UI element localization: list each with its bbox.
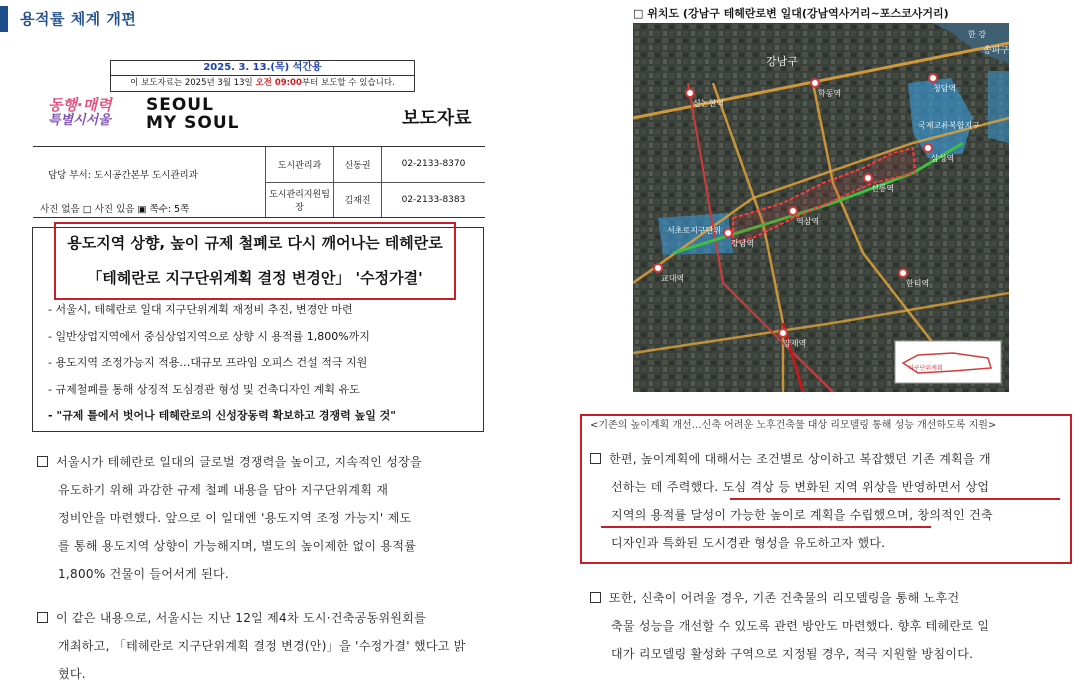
map-label-station: 삼성역 (931, 154, 955, 163)
map-label-zone-west: 서초로지구단위 (667, 226, 722, 235)
contact-role: 도시관리지원팀장 (266, 182, 334, 217)
divider (33, 217, 485, 218)
map-title: □ 위치도 (강남구 테헤란로변 일대(강남역사거리~포스코사거리) (633, 7, 949, 20)
checkbox-bullet-icon (590, 592, 601, 603)
map-label-station: 신논현역 (693, 99, 724, 108)
department: 담당 부서: 도시공간본부 도시관리과 (48, 170, 198, 181)
contact-table (265, 147, 485, 217)
embargo-text-pre: 이 보도자료는 2025년 3월 13일 (130, 78, 256, 88)
map-image (633, 23, 1009, 392)
headline-line1: 용도지역 상향, 높이 규제 철폐로 다시 깨어나는 테헤란로 (67, 234, 443, 252)
slogan-line1: 동행·매력 (48, 96, 112, 114)
contact-name: 김재진 (334, 182, 382, 217)
checkbox-bullet-icon (590, 453, 601, 464)
paragraph-line: 서울시가 테헤란로 일대의 글로벌 경쟁력을 높이고, 지속적인 성장을 (56, 455, 422, 469)
summary-bullets (48, 303, 396, 436)
map-legend: 지구단위계획 (908, 365, 943, 372)
paragraph-line: 1,800% 건물이 들어서게 된다. (58, 567, 230, 581)
subsection-caption: <기존의 높이계획 개선…신축 어려운 노후건축물 대상 리모델링 통해 성능 개선하도록 지원> (590, 420, 997, 431)
brand-line2b: SOUL (184, 113, 240, 133)
body-paragraph-4 (590, 584, 989, 668)
map-label-station: 선릉역 (871, 184, 895, 193)
paragraph-line: 혔다. (58, 667, 86, 681)
map-label-station: 양재역 (783, 339, 807, 348)
paragraph-line: 한편, 높이계획에 대해서는 조건별로 상이하고 복잡했던 기존 계획을 개 (609, 452, 991, 466)
checkbox-bullet-icon (37, 612, 48, 623)
paragraph-line: 개최하고, 「테헤란로 지구단위계획 결정 변경(안)」을 '수정가결' 했다고 밝 (58, 639, 466, 653)
seoul-slogan-logo (48, 97, 128, 129)
seoul-my-soul-logo (146, 96, 240, 132)
map-label-station: 교대역 (661, 274, 685, 283)
summary-bullet: - 서울시, 테헤란로 일대 지구단위계획 재정비 추진, 변경안 마련 (48, 303, 353, 316)
map-label-station: 한티역 (906, 279, 930, 288)
map-label-station: 청담역 (933, 84, 957, 93)
contact-role: 도시관리과 (266, 147, 334, 182)
map-label-songpa: 송파구 (983, 46, 1009, 56)
summary-bullet: - 용도지역 조정가능지 적용…대규모 프라임 오피스 건설 적극 지원 (48, 356, 368, 369)
release-date: 2025. 3. 13.(목) 석간용 (111, 61, 414, 76)
location-map (633, 23, 1009, 392)
embargo-notice (111, 76, 414, 91)
body-paragraph-2 (37, 604, 466, 687)
brand-line1: SEOUL (146, 95, 214, 115)
contact-row (266, 182, 486, 217)
map-label-zone-east: 국제교류복합지구 (918, 121, 980, 130)
checkbox-bullet-icon (37, 456, 48, 467)
contact-phone: 02-2133-8370 (382, 147, 486, 182)
paragraph-line: 또한, 신축이 어려울 경우, 기존 건축물의 리모델링을 통해 노후건 (609, 591, 960, 605)
map-label-station: 역삼역 (796, 217, 820, 226)
underline-highlight (730, 498, 1060, 500)
paragraph-line: 이 같은 내용으로, 서울시는 지난 12일 제4차 도시·건축공동위원회를 (56, 611, 427, 625)
map-label-station: 학동역 (818, 89, 842, 98)
map-label-river: 한 강 (968, 30, 986, 39)
contact-row (266, 147, 486, 182)
paragraph-line: 디자인과 특화된 도시경관 형성을 유도하고자 했다. (611, 536, 886, 550)
release-date-box (110, 60, 415, 92)
photo-and-pages: 사진 없음 □ 사진 있음 ▣ 쪽수: 5쪽 (40, 204, 190, 215)
paragraph-line: 대가 리모델링 활성화 구역으로 지정될 경우, 적극 지원할 방침이다. (611, 647, 974, 661)
summary-bullet: - "규제 틀에서 벗어나 테헤란로의 신성장동력 확보하고 경쟁력 높일 것" (48, 409, 397, 422)
summary-bullet: - 일반상업지역에서 중심상업지역으로 상향 시 용적률 1,800%까지 (48, 329, 370, 343)
body-paragraph-3 (590, 445, 993, 557)
body-paragraph-1 (37, 448, 422, 588)
paragraph-line: 선하는 데 주력했다. 도심 격상 등 변화된 지역 위상을 반영하면서 상업 (611, 480, 990, 494)
paragraph-line: 유도하기 위해 과감한 규제 철폐 내용을 담아 지구단위계획 재 (58, 483, 389, 497)
press-release-label: 보도자료 (402, 108, 472, 129)
map-label-gangnam: 강남구 (766, 55, 798, 68)
section-accent-bar (0, 6, 8, 32)
embargo-text-post: 부터 보도할 수 있습니다. (301, 78, 395, 88)
paragraph-line: 지역의 용적률 달성이 가능한 높이로 계획을 수립했으며, 창의적인 건축 (611, 508, 993, 522)
section-title: 용적률 체계 개편 (20, 10, 137, 28)
paragraph-line: 를 통해 용도지역 상향이 가능해지며, 별도의 높이제한 없이 용적률 (58, 539, 417, 553)
paragraph-line: 축물 성능을 개선할 수 있도록 관련 방안도 마련했다. 향후 테헤란로 일 (611, 619, 990, 633)
summary-bullet: - 규제철폐를 통해 상징적 도심경관 형성 및 건축디자인 계획 유도 (48, 382, 360, 396)
contact-name: 신동권 (334, 147, 382, 182)
map-label-station: 강남역 (731, 239, 755, 248)
slogan-line2: 특별시서울 (48, 113, 111, 128)
underline-highlight (601, 526, 931, 528)
paragraph-line: 정비안을 마련했다. 앞으로 이 일대엔 '용도지역 조정 가능지' 제도 (58, 511, 412, 525)
headline-line2: 「테헤란로 지구단위계획 결정 변경안」 '수정가결' (87, 269, 423, 287)
contact-phone: 02-2133-8383 (382, 182, 486, 217)
embargo-time: 오전 09:00 (255, 78, 302, 88)
brand-line2a: MY (146, 113, 178, 133)
